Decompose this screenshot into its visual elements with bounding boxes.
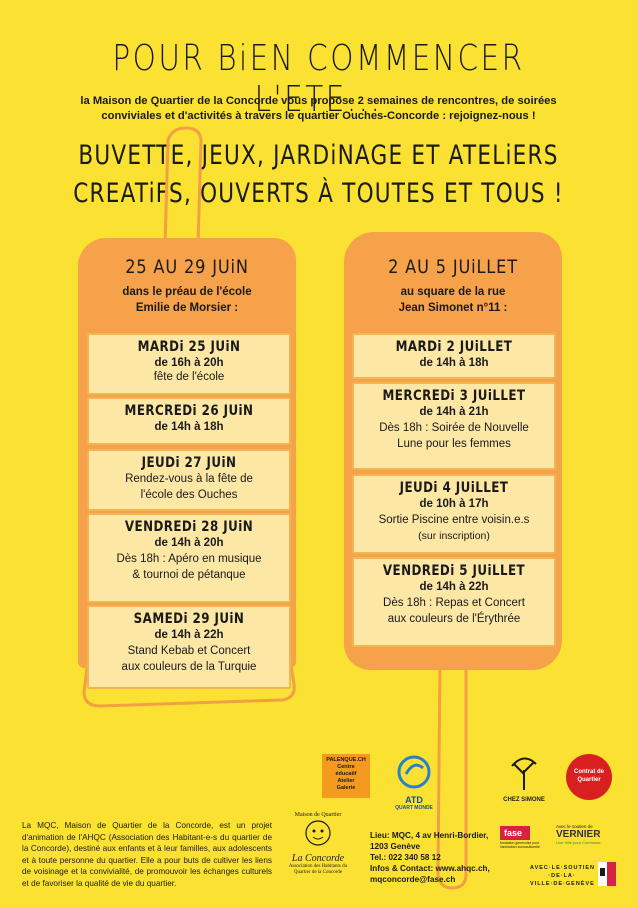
event-card: [87, 333, 291, 395]
fase-logo: [500, 826, 550, 848]
atd-sub: QUART MONDE: [395, 805, 433, 811]
event-day: MERCREDi 26 JUiN: [124, 403, 254, 419]
fase-name: fase: [500, 826, 530, 840]
right-location-1: au square de la rue: [400, 286, 506, 298]
event-line: Dès 18h : Repas et Concert: [383, 597, 525, 609]
event-card: [352, 557, 556, 647]
atd-name: ATD: [405, 795, 423, 805]
event-hours: de 14h à 20h: [154, 537, 224, 549]
contrat-quartier-logo: [566, 754, 612, 800]
event-hours: de 14h à 18h: [419, 357, 489, 369]
left-heading: 25 AU 29 JUiN: [125, 256, 249, 278]
geneve-line: ·DE·LA·: [548, 873, 576, 879]
geneve-crest-icon: [598, 862, 616, 886]
event-line: Stand Kebab et Concert: [127, 645, 251, 657]
mqc-logo-top: Maison de Quartier: [294, 812, 342, 818]
event-line: aux couleurs de la Turquie: [121, 661, 257, 673]
event-card: [352, 382, 556, 470]
event-hours: de 14h à 21h: [419, 406, 489, 418]
right-header: [344, 256, 562, 316]
event-line: fête de l'école: [153, 371, 225, 383]
contrat-quartier-text: Contrat de Quartier: [574, 769, 604, 783]
event-hours: de 14h à 18h: [154, 421, 224, 433]
atd-logo: [386, 754, 442, 811]
geneve-line: VILLE·DE·GENÈVE: [530, 881, 595, 887]
event-line: Lune pour les femmes: [397, 438, 511, 450]
event-day: VENDREDi 28 JUiN: [124, 519, 254, 535]
atd-icon: [396, 754, 432, 790]
mqc-logo: [280, 812, 356, 876]
subtitle-line-1: BUVETTE, JEUX, JARDiNAGE ET ATELiERS: [78, 140, 559, 171]
event-hours: de 16h à 20h: [154, 357, 224, 369]
geneve-text: [530, 864, 594, 888]
footer-about: La MQC, Maison de Quartier de la Concorde, est un projet d'animation de l'AHQC (Association des Habitant-e-s du quartier de la Concorde), destiné aux enfants et à leur familles, aux adolescents et à toute personne du quartier. Elle a pour buts de cultiver les liens de voisinage et la convivialité, de promouvoir les échanges culturels et de favoriser la qualité de vie du quartier.: [22, 821, 272, 888]
vernier-logo: [556, 824, 622, 845]
right-heading: 2 AU 5 JUiLLET: [388, 256, 518, 278]
intro-line-2: conviviales et d'activités à travers le quartier Ouches-Concorde : rejoignez-nous !: [101, 110, 536, 122]
fase-sub: fondation genevoise pour l'animation socioculturelle: [500, 841, 540, 849]
geneve-line: AVEC·LE·SOUTIEN: [530, 865, 596, 871]
left-handle: [165, 128, 201, 246]
event-day: VENDREDi 5 JUiLLET: [382, 563, 526, 579]
palenque-line: Galerie: [336, 785, 356, 791]
palenque-logo: [322, 754, 370, 798]
event-hours: de 14h à 22h: [154, 629, 224, 641]
mqc-logo-name: La Concorde: [291, 853, 345, 864]
event-card: [87, 397, 291, 445]
contact-line: 1203 Genève: [370, 842, 421, 851]
event-line: l'école des Ouches: [140, 489, 238, 501]
event-card: [87, 605, 291, 689]
page-title: POUR BiEN COMMENCER L'ETE...: [112, 38, 525, 120]
palenque-line: Centre: [337, 764, 355, 770]
vernier-pre: Avec le soutien de: [556, 824, 593, 829]
event-card: [87, 513, 291, 603]
event-day: SAMEDi 29 JUiN: [133, 611, 245, 627]
event-line: & tournoi de pétanque: [132, 569, 246, 581]
vernier-name: VERNIER: [556, 829, 601, 840]
left-location-2: Emilie de Morsier :: [135, 302, 239, 314]
event-card: [352, 474, 556, 554]
contact-line: mqconcorde@fase.ch: [370, 875, 456, 884]
palenque-line: Atelier: [337, 778, 355, 784]
palenque-line: éducatif: [335, 771, 357, 777]
simone-name: CHEZ SiMONE: [503, 797, 545, 803]
event-line: Sortie Piscine entre voisin.e.s: [378, 514, 530, 526]
footer-contact: [370, 830, 500, 885]
event-day: JEUDi 27 JUiN: [141, 455, 237, 471]
event-line: Dès 18h : Soirée de Nouvelle: [379, 422, 529, 434]
event-hours: de 14h à 22h: [419, 581, 489, 593]
event-day: MARDi 25 JUiN: [137, 339, 241, 355]
event-line: Rendez-vous à la fête de: [125, 473, 253, 485]
event-card: [87, 449, 291, 511]
tree-icon: [504, 752, 544, 792]
left-header: [78, 256, 296, 316]
face-icon: [301, 818, 335, 848]
subtitle-line-2: CREATiFS, OUVERTS À TOUTES ET TOUS !: [73, 178, 564, 209]
event-day: MERCREDi 3 JUiLLET: [382, 388, 526, 404]
left-location-1: dans le préau de l'école: [122, 286, 252, 298]
vernier-sub: Une Ville pour Commune: [556, 840, 601, 845]
contact-line: Infos & Contact: www.ahqc.ch,: [370, 864, 490, 873]
chez-simone-logo: [494, 752, 554, 803]
event-line: (sur inscription): [418, 530, 490, 542]
event-line: aux couleurs de l'Érythrée: [387, 613, 521, 625]
event-hours: de 10h à 17h: [419, 498, 489, 510]
contact-line: Lieu: MQC, 4 av Henri-Bordier,: [370, 831, 489, 840]
event-day: MARDi 2 JUiLLET: [395, 339, 513, 355]
right-location-2: Jean Simonet n°11 :: [398, 302, 508, 314]
event-line: Dès 18h : Apéro en musique: [116, 553, 262, 565]
event-day: JEUDi 4 JUiLLET: [399, 480, 509, 496]
intro-line-1: la Maison de Quartier de la Concorde vous propose 2 semaines de rencontres, de soirées: [80, 95, 557, 107]
event-card: [352, 333, 556, 379]
contact-line: Tel.: 022 340 58 12: [370, 853, 441, 862]
mqc-logo-sub: Association des Habitants du Quartier de la Concorde: [288, 864, 348, 875]
palenque-line: PALENQUE.CH: [326, 757, 366, 763]
